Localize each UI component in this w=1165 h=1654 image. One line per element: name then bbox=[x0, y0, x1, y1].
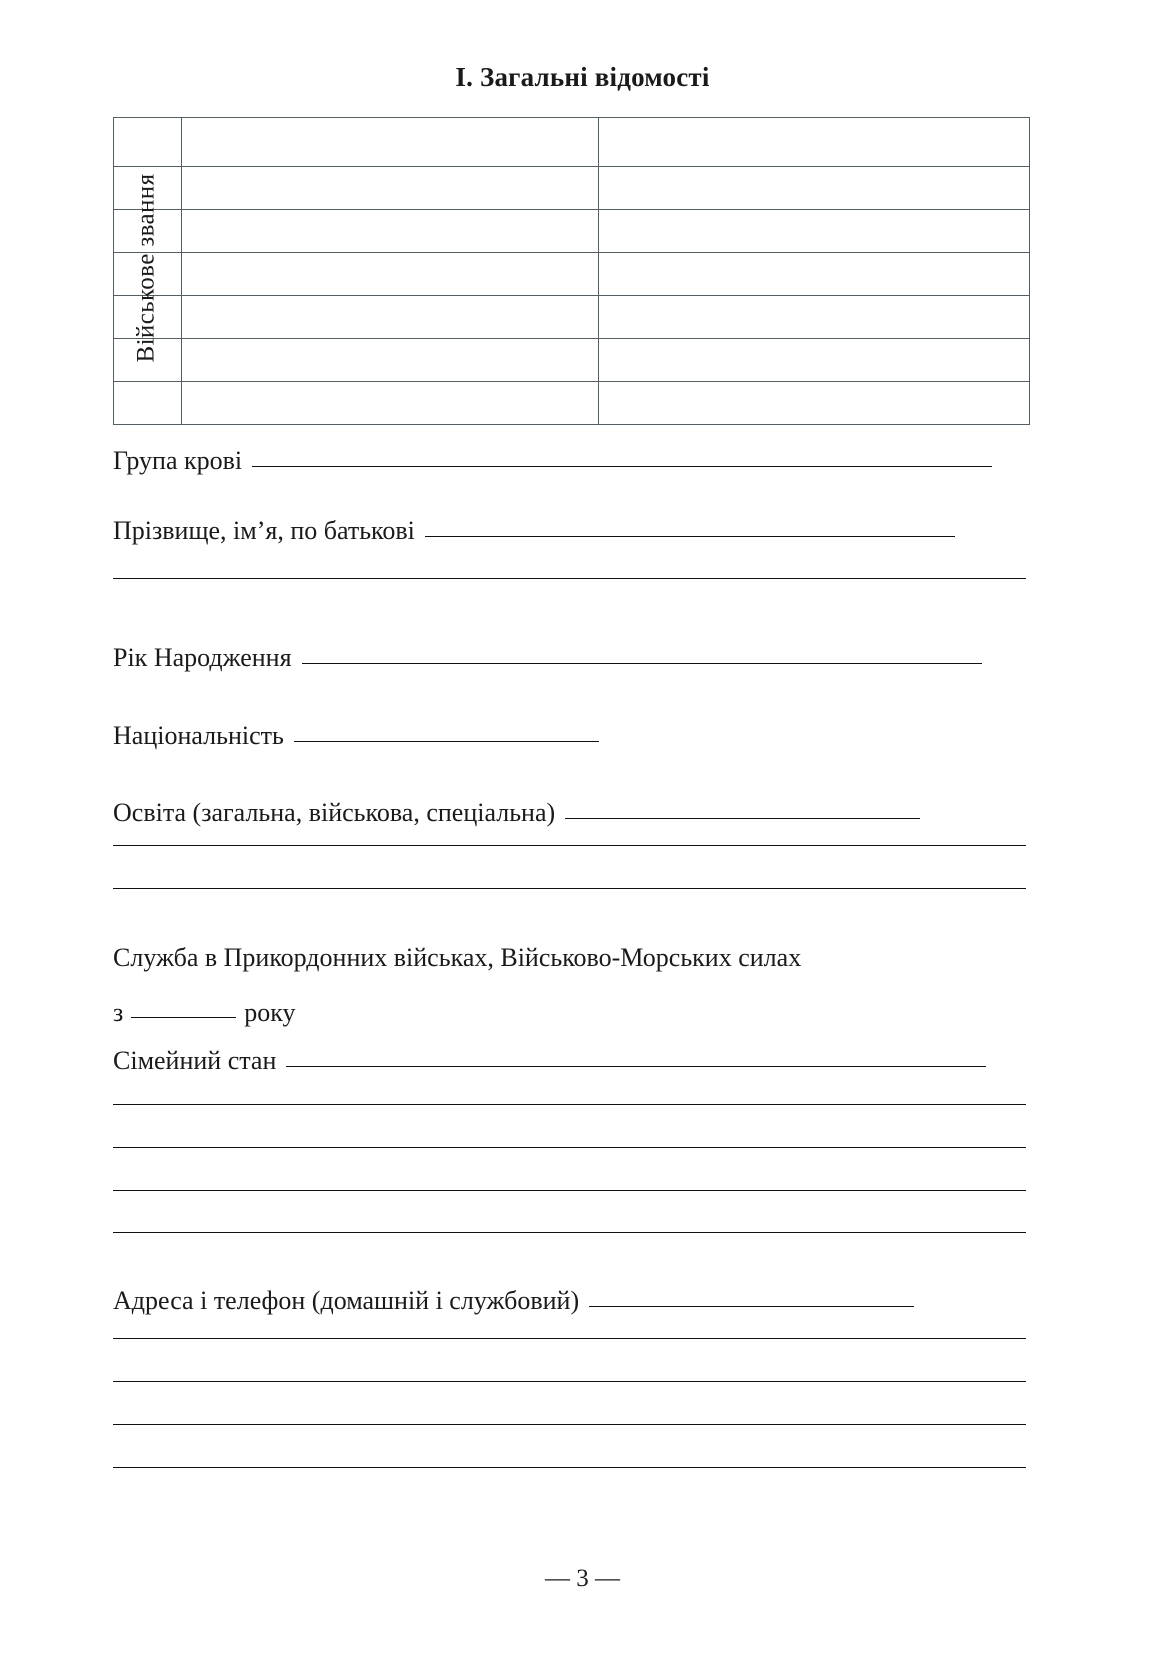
table-row bbox=[114, 382, 1030, 425]
rank-cell-a[interactable] bbox=[182, 382, 599, 425]
rank-cell-a[interactable] bbox=[182, 167, 599, 210]
rank-label-cell bbox=[114, 253, 182, 296]
rank-cell-a[interactable] bbox=[182, 296, 599, 339]
marital-status-input-line-5[interactable] bbox=[113, 1232, 1026, 1233]
full-name-label: Прізвище, ім’я, по батькові bbox=[113, 516, 415, 545]
service-line-1: Служба в Прикордонних військах, Військово-Морських силах bbox=[113, 943, 802, 972]
table-row bbox=[114, 210, 1030, 253]
service-year-input[interactable] bbox=[131, 1017, 236, 1018]
blood-group-label: Група крові bbox=[113, 446, 243, 475]
marital-status-input-line-3[interactable] bbox=[113, 1147, 1026, 1148]
field-full-name bbox=[113, 518, 955, 544]
rank-label-cell bbox=[114, 339, 182, 382]
table-row bbox=[114, 118, 1030, 167]
full-name-input[interactable] bbox=[425, 536, 955, 537]
rank-label-cell bbox=[114, 210, 182, 253]
field-nationality bbox=[113, 723, 599, 749]
rank-cell-b[interactable] bbox=[599, 118, 1030, 167]
address-phone-label: Адреса і телефон (домашній і службовий) bbox=[113, 1286, 580, 1315]
marital-status-label: Сімейний стан bbox=[113, 1046, 277, 1075]
rank-cell-a[interactable] bbox=[182, 210, 599, 253]
table-row bbox=[114, 296, 1030, 339]
education-label: Освіта (загальна, військова, спеціальна) bbox=[113, 798, 556, 827]
education-input[interactable] bbox=[565, 818, 920, 819]
rank-cell-b[interactable] bbox=[599, 296, 1030, 339]
rank-table-body bbox=[114, 118, 1030, 425]
rank-cell-b[interactable] bbox=[599, 253, 1030, 296]
blood-group-input[interactable] bbox=[252, 466, 992, 467]
rank-cell-a[interactable] bbox=[182, 253, 599, 296]
page-number: — 3 — bbox=[545, 1565, 620, 1592]
birth-year-input[interactable] bbox=[302, 663, 982, 664]
address-phone-input-line-5[interactable] bbox=[113, 1467, 1026, 1468]
table-row bbox=[114, 167, 1030, 210]
rank-cell-b[interactable] bbox=[599, 339, 1030, 382]
field-marital-status bbox=[113, 1048, 986, 1074]
rank-label-cell bbox=[114, 167, 182, 210]
address-phone-input-line-4[interactable] bbox=[113, 1424, 1026, 1425]
field-birth-year bbox=[113, 645, 982, 671]
full-name-input-line-2[interactable] bbox=[113, 578, 1026, 579]
rank-label-cell bbox=[114, 118, 182, 167]
birth-year-label: Рік Народження bbox=[113, 643, 292, 672]
service-prefix: з bbox=[113, 998, 124, 1027]
service-suffix: року bbox=[244, 998, 296, 1027]
field-blood-group bbox=[113, 448, 992, 474]
military-rank-table bbox=[113, 117, 1030, 425]
field-education bbox=[113, 800, 920, 826]
rank-vertical-label: Військове звання bbox=[132, 173, 160, 363]
address-phone-input-line-3[interactable] bbox=[113, 1381, 1026, 1382]
marital-status-input-line-4[interactable] bbox=[113, 1190, 1026, 1191]
rank-cell-b[interactable] bbox=[599, 382, 1030, 425]
rank-label-cell bbox=[114, 382, 182, 425]
education-input-line-2[interactable] bbox=[113, 845, 1026, 846]
rank-cell-b[interactable] bbox=[599, 167, 1030, 210]
rank-cell-a[interactable] bbox=[182, 339, 599, 382]
table-row bbox=[114, 253, 1030, 296]
table-row bbox=[114, 339, 1030, 382]
address-phone-input-line-2[interactable] bbox=[113, 1338, 1026, 1339]
service-line-2 bbox=[113, 1000, 296, 1026]
rank-cell-a[interactable] bbox=[182, 118, 599, 167]
field-address-phone bbox=[113, 1288, 914, 1314]
page-title: I. Загальні відомості bbox=[455, 62, 710, 92]
marital-status-input[interactable] bbox=[286, 1066, 986, 1067]
education-input-line-3[interactable] bbox=[113, 888, 1026, 889]
nationality-label: Національність bbox=[113, 721, 284, 750]
marital-status-input-line-2[interactable] bbox=[113, 1104, 1026, 1105]
address-phone-input[interactable] bbox=[589, 1306, 914, 1307]
rank-cell-b[interactable] bbox=[599, 210, 1030, 253]
rank-label-cell bbox=[114, 296, 182, 339]
nationality-input[interactable] bbox=[294, 741, 599, 742]
